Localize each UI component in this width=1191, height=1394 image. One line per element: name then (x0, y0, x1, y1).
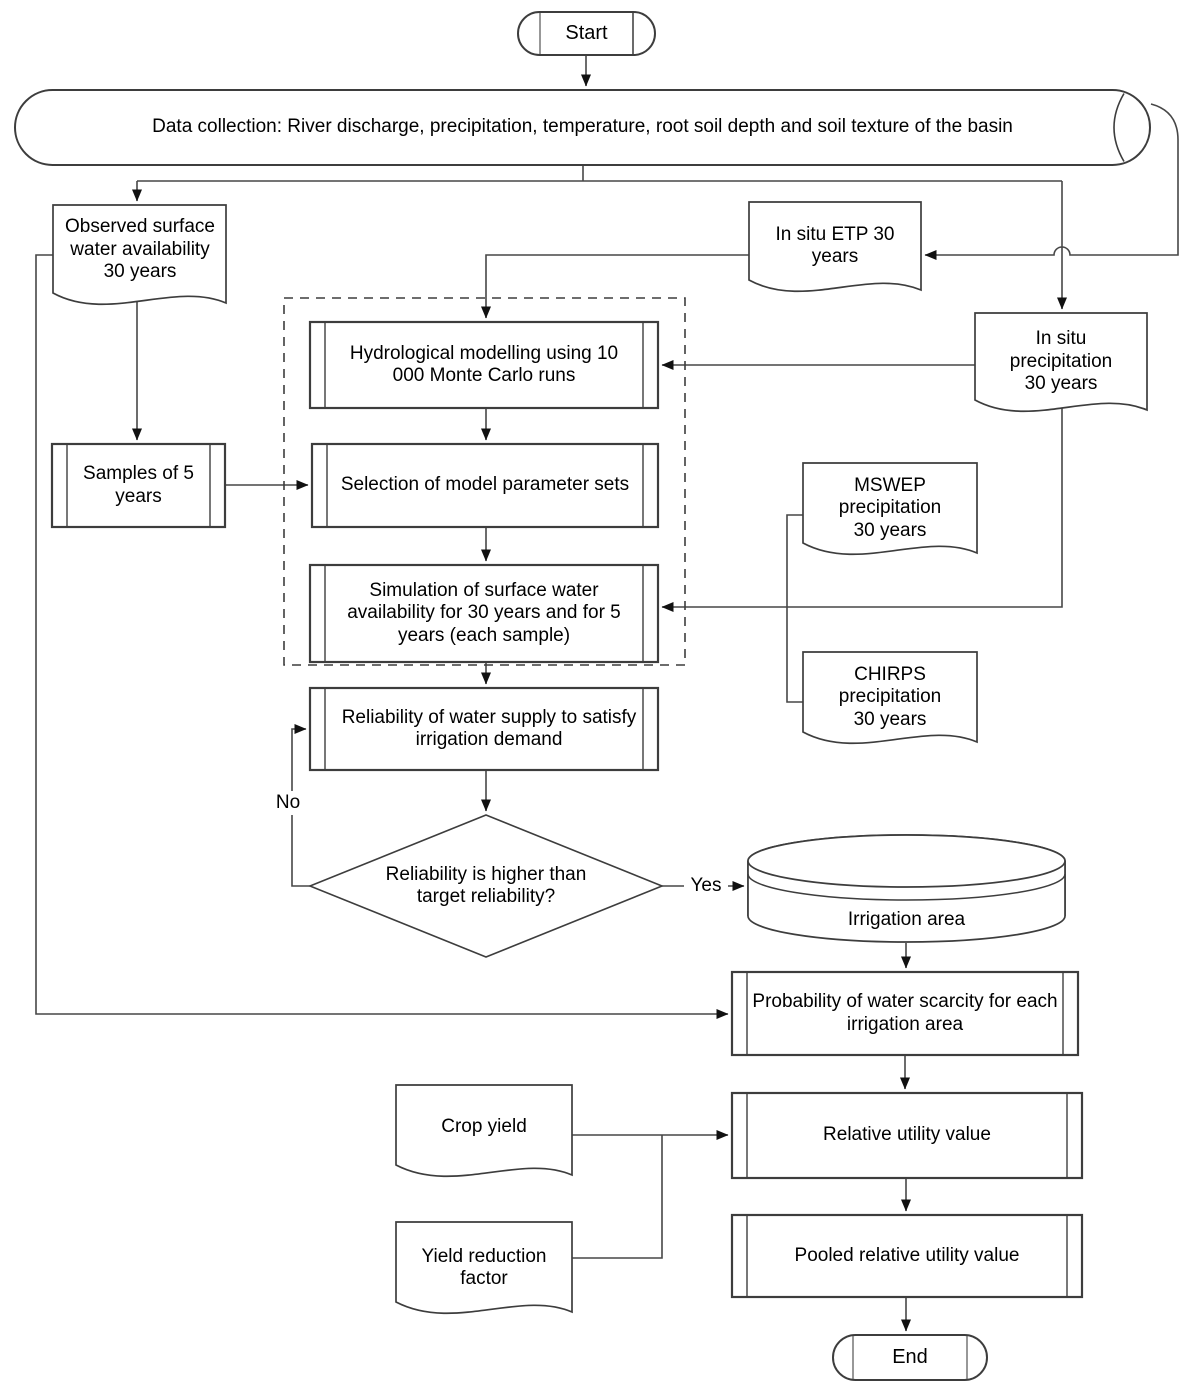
data-collection-label: Data collection: River discharge, precipitation, temperature, root soil depth and soil texture of the basin (152, 116, 1013, 138)
end-label: End (892, 1345, 928, 1368)
relative-utility-value-label: Relative utility value (823, 1124, 991, 1146)
hydrological-modelling-label: Hydrological modelling using 10 000 Monte Carlo runs (349, 342, 619, 386)
probability-water-scarcity-label: Probability of water scarcity for each irrigation area (752, 991, 1058, 1035)
edge-etp-to-hydrological (486, 255, 749, 318)
reliability-decision-label: Reliability is higher than target reliability? (385, 863, 587, 907)
mswep-precipitation-label: MSWEP precipitation 30 years (838, 474, 942, 541)
crop-yield-label: Crop yield (441, 1115, 527, 1137)
no-edge-label: No (270, 791, 306, 815)
edge-chirps-junction (787, 607, 803, 702)
observed-surface-water-label: Observed surface water availability 30 years (65, 216, 215, 283)
samples-label: Samples of 5 years (83, 463, 194, 507)
selection-label: Selection of model parameter sets (340, 474, 630, 496)
pooled-relative-utility-label: Pooled relative utility value (794, 1244, 1020, 1266)
start-label: Start (565, 21, 608, 44)
edge-yieldreduction-junction (572, 1135, 662, 1258)
in-situ-precipitation-label: In situ precipitation 30 years (1009, 328, 1113, 395)
edge-mswep-junction (787, 515, 803, 607)
chirps-precipitation-label: CHIRPS precipitation 30 years (838, 663, 942, 730)
irrigation-area-label: Irrigation area (847, 909, 966, 931)
simulation-label: Simulation of surface water availability for 30 years and for 5 years (each sample) (347, 579, 621, 646)
yes-edge-label: Yes (684, 872, 728, 899)
reliability-label: Reliability of water supply to satisfy irrigation demand (341, 706, 637, 750)
yield-reduction-factor-label: Yield reduction factor (421, 1245, 547, 1289)
in-situ-etp-label: In situ ETP 30 years (775, 223, 895, 267)
